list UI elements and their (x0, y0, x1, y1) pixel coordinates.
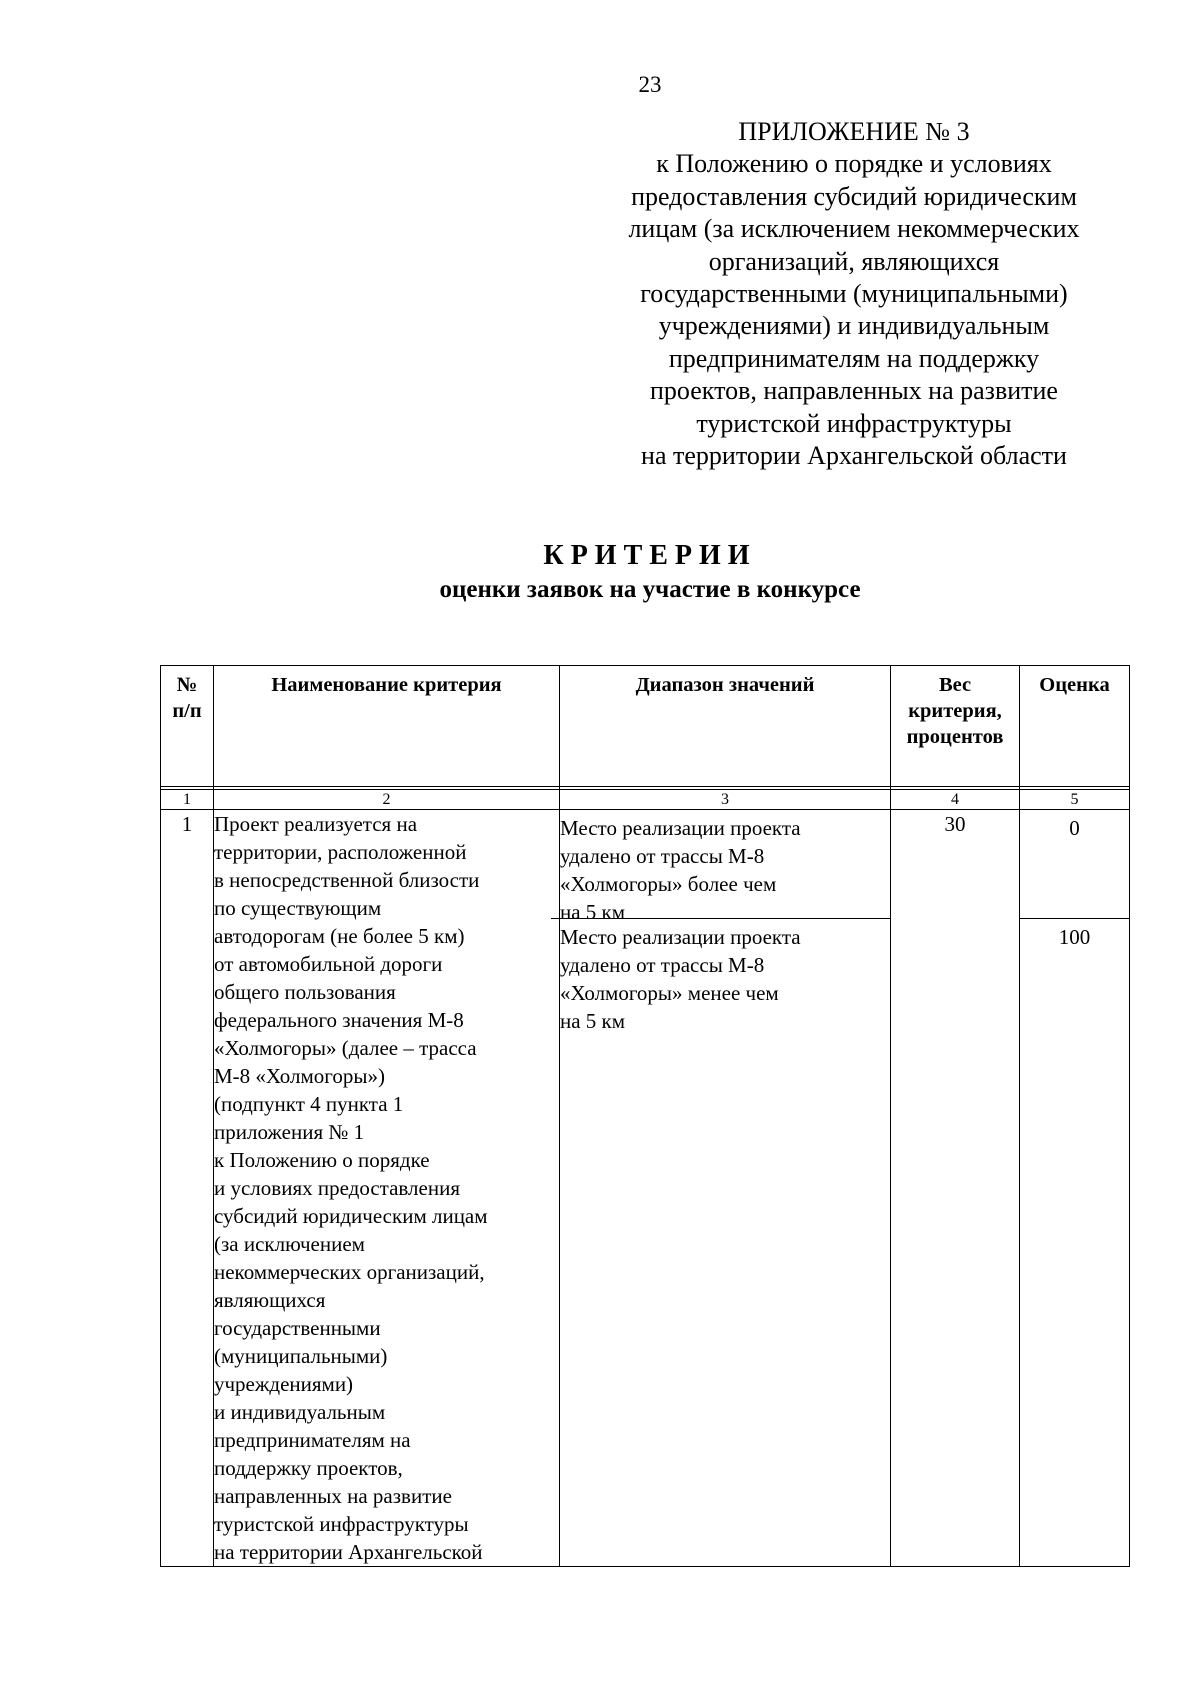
criterion-line: к Положению о порядке (214, 1148, 430, 1172)
criterion-line: и условиях предоставления (214, 1176, 460, 1200)
score-cell (1020, 810, 1130, 1567)
header-weight-line: процентов (906, 726, 1004, 748)
table-header-row (161, 666, 1130, 787)
score-value: 100 (1020, 918, 1129, 1026)
criterion-line: М-8 «Холмогоры») (214, 1064, 385, 1088)
criterion-line: субсидий юридическим лицам (214, 1204, 488, 1228)
criterion-line: автодорогам (не более 5 км) (214, 924, 465, 948)
criterion-line: туристской инфраструктуры (214, 1512, 469, 1536)
criterion-line: по существующим (214, 896, 382, 920)
header-score: Оценка (1020, 666, 1130, 787)
header-num (161, 666, 214, 787)
header-weight (891, 666, 1020, 787)
column-number: 5 (1020, 790, 1130, 810)
column-number-row (161, 790, 1130, 810)
range-option (551, 918, 890, 1033)
range-line: на 5 км (560, 1009, 626, 1033)
header-num-line: № (176, 674, 198, 696)
range-line: удалено от трассы М-8 (560, 844, 765, 868)
range-line: «Холмогоры» менее чем (560, 981, 779, 1005)
range-line: на 5 км (560, 900, 626, 924)
criterion-line: и индивидуальным (214, 1400, 386, 1424)
criterion-line: на территории Архангельской (214, 1540, 483, 1564)
criterion-line: направленных на развитие (214, 1484, 452, 1508)
criterion-line: в непосредственной близости (214, 868, 480, 892)
document-subtitle: оценки заявок на участие в конкурсе (439, 576, 861, 603)
range-option (560, 810, 890, 924)
criterion-line: (муниципальными) (214, 1344, 388, 1368)
criterion-line: некоммерческих организаций, (214, 1260, 485, 1284)
criterion-line: общего пользования (214, 980, 396, 1004)
column-number: 1 (161, 790, 214, 810)
header-weight-line: критерия, (908, 700, 1002, 722)
range-line: «Холмогоры» более чем (560, 872, 777, 896)
criterion-line: (подпункт 4 пункта 1 (214, 1092, 404, 1116)
appendix-line: предпринимателям на поддержку (668, 343, 1040, 373)
range-line: Место реализации проекта (560, 925, 801, 949)
column-number: 4 (891, 790, 1020, 810)
header-num-line: п/п (172, 700, 202, 722)
header-name: Наименование критерия (214, 666, 560, 787)
score-value: 0 (1069, 816, 1080, 840)
appendix-line: лицам (за исключением некоммерческих (628, 214, 1080, 244)
criterion-line: учреждениями) (214, 1372, 354, 1396)
appendix-line: организаций, являющихся (708, 246, 1000, 276)
appendix-header (594, 116, 1114, 472)
criterion-line: являющихся (214, 1288, 326, 1312)
appendix-line: на территории Архангельской области (641, 441, 1067, 471)
value-range (560, 810, 891, 1567)
appendix-line: предоставления субсидий юридическим (631, 181, 1077, 211)
appendix-line: к Положению о порядке и условиях (656, 149, 1052, 179)
criterion-line: предпринимателям на (214, 1428, 411, 1452)
appendix-line: учреждениями) и индивидуальным (658, 311, 1050, 341)
document-title: КРИТЕРИИ (543, 540, 757, 571)
criterion-weight: 30 (891, 810, 1020, 1567)
criterion-line: федерального значения М-8 (214, 1008, 464, 1032)
criteria-table (160, 665, 1130, 1567)
criterion-name (214, 810, 560, 1567)
column-number: 3 (560, 790, 891, 810)
range-line: удалено от трассы М-8 (560, 953, 765, 977)
appendix-line: проектов, направленных на развитие (650, 376, 1058, 406)
appendix-line: ПРИЛОЖЕНИЕ № 3 (738, 117, 970, 146)
header-weight-line: Вес (938, 674, 972, 696)
page-number: 23 (638, 72, 662, 97)
criterion-line: от автомобильной дороги (214, 952, 443, 976)
criterion-line: (за исключением (214, 1232, 365, 1256)
row-number: 1 (161, 810, 214, 1567)
header-range: Диапазон значений (560, 666, 891, 787)
criterion-line: поддержку проектов, (214, 1456, 403, 1480)
range-line: Место реализации проекта (560, 816, 801, 840)
criterion-line: Проект реализуется на (214, 812, 418, 836)
appendix-line: государственными (муниципальными) (640, 279, 1068, 309)
criterion-line: государственными (214, 1316, 381, 1340)
column-number: 2 (214, 790, 560, 810)
appendix-line: туристской инфраструктуры (696, 408, 1012, 438)
criterion-line: «Холмогоры» (далее – трасса (214, 1036, 477, 1060)
criterion-line: приложения № 1 (214, 1120, 365, 1144)
criterion-line: территории, расположенной (214, 840, 467, 864)
table-row (161, 810, 1130, 1567)
